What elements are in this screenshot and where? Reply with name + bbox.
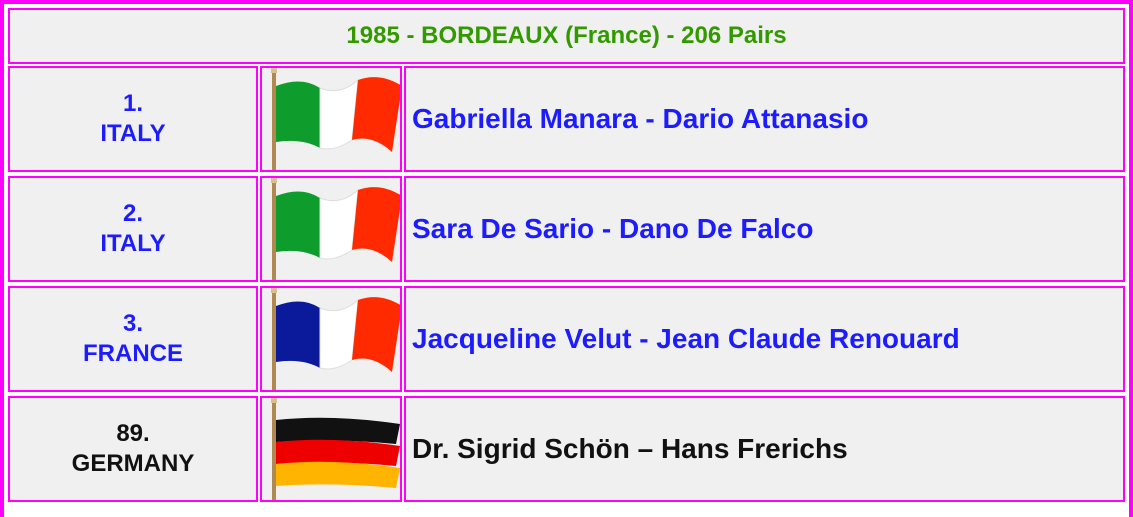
flag-finial: [271, 68, 277, 73]
pair-names: Gabriella Manara - Dario Attanasio: [412, 103, 869, 134]
flag-cell: [260, 396, 402, 502]
flag-stripe-1: [276, 301, 320, 368]
table-header: [8, 8, 1125, 64]
rank-number: 1.: [122, 90, 143, 117]
italy-flag-icon: [262, 178, 402, 282]
flag-stripe-1: [276, 81, 320, 148]
flag-stripe-1: [276, 418, 400, 444]
pair-names: Sara De Sario - Dano De Falco: [412, 213, 814, 244]
rank-number: 89.: [116, 420, 150, 447]
pair-names: Dr. Sigrid Schön – Hans Frerichs: [412, 433, 848, 464]
flag-stripe-3: [352, 77, 402, 152]
flag-stripe-3: [352, 297, 402, 372]
flag-cell: [260, 176, 402, 282]
pair-names-cell: [404, 396, 1125, 502]
country-name: ITALY: [100, 230, 166, 257]
flag-cell: [260, 66, 402, 172]
rank-cell: [8, 66, 258, 172]
italy-flag-icon: [262, 68, 402, 172]
flag-stripe-2: [276, 440, 400, 466]
france-flag-icon: [262, 288, 402, 392]
pair-names-cell: [404, 176, 1125, 282]
flag-pole: [272, 70, 276, 172]
rank-cell: [8, 286, 258, 392]
pair-names-cell: [404, 66, 1125, 172]
flag-stripe-1: [276, 191, 320, 258]
pair-names-cell: [404, 286, 1125, 392]
flag-pole: [272, 290, 276, 392]
country-name: ITALY: [100, 120, 166, 147]
rank-cell: [8, 396, 258, 502]
flag-stripe-3: [352, 187, 402, 262]
page-title: 1985 - BORDEAUX (France) - 206 Pairs: [346, 22, 787, 49]
rank-cell: [8, 176, 258, 282]
country-name: FRANCE: [83, 340, 183, 367]
flag-cell: [260, 286, 402, 392]
flag-pole: [272, 400, 276, 502]
pair-names: Jacqueline Velut - Jean Claude Renouard: [412, 323, 960, 354]
germany-flag-icon: [262, 398, 402, 502]
flag-pole: [272, 180, 276, 282]
country-name: GERMANY: [71, 450, 195, 477]
flag-finial: [271, 398, 277, 403]
rank-number: 2.: [122, 200, 143, 227]
flag-finial: [271, 288, 277, 293]
rank-number: 3.: [122, 310, 143, 337]
flag-finial: [271, 178, 277, 183]
flag-stripe-3: [276, 462, 400, 488]
